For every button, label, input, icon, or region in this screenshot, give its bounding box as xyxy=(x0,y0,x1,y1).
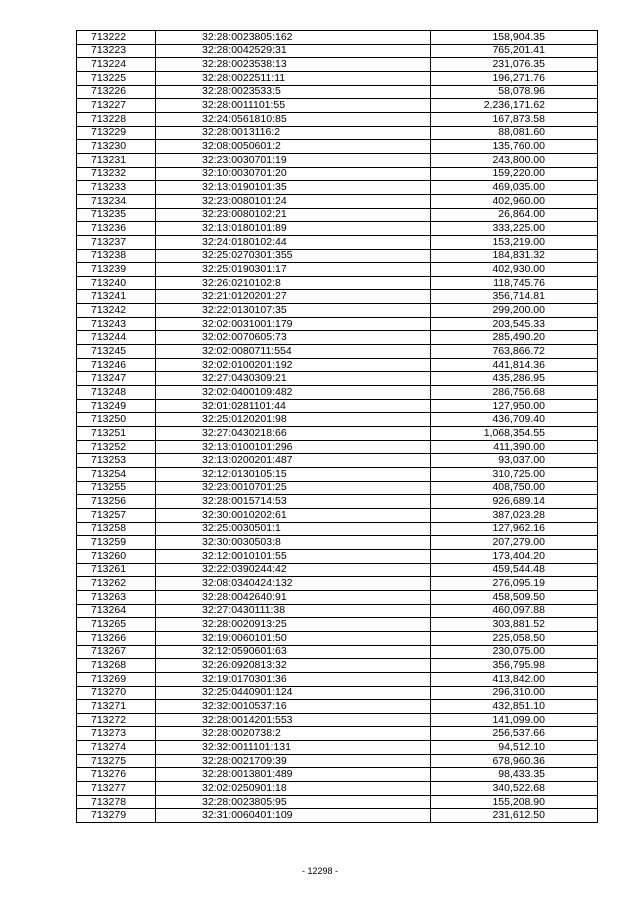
cadastral-value-cell: 333,225.00 xyxy=(431,222,598,236)
row-number-cell: 713240 xyxy=(77,276,156,290)
row-number-cell: 713252 xyxy=(77,440,156,454)
table-row xyxy=(77,372,598,386)
cadastral-value-cell: 127,950.00 xyxy=(431,399,598,413)
cadastral-number-cell: 32:28:0042640:91 xyxy=(156,590,431,604)
table-row xyxy=(77,317,598,331)
table-row xyxy=(77,508,598,522)
cadastral-value-cell: 158,904.35 xyxy=(431,31,598,45)
row-number-cell: 713264 xyxy=(77,604,156,618)
row-number-cell: 713242 xyxy=(77,304,156,318)
cadastral-value-cell: 286,756.68 xyxy=(431,386,598,400)
cadastral-value-cell: 926,689.14 xyxy=(431,495,598,509)
cadastral-number-cell: 32:12:0590601:63 xyxy=(156,645,431,659)
row-number-cell: 713241 xyxy=(77,290,156,304)
cadastral-number-cell: 32:19:0060101:50 xyxy=(156,631,431,645)
table-row xyxy=(77,809,598,823)
cadastral-number-cell: 32:32:0010537:16 xyxy=(156,700,431,714)
cadastral-value-cell: 118,745.76 xyxy=(431,276,598,290)
row-number-cell: 713258 xyxy=(77,522,156,536)
cadastral-number-cell: 32:13:0100101:296 xyxy=(156,440,431,454)
table-row xyxy=(77,700,598,714)
cadastral-value-cell: 167,873.58 xyxy=(431,112,598,126)
cadastral-number-cell: 32:22:0130107:35 xyxy=(156,304,431,318)
table-row xyxy=(77,440,598,454)
row-number-cell: 713224 xyxy=(77,58,156,72)
row-number-cell: 713279 xyxy=(77,809,156,823)
cadastral-number-cell: 32:13:0190101:35 xyxy=(156,181,431,195)
cadastral-number-cell: 32:02:0070605:73 xyxy=(156,331,431,345)
cadastral-number-cell: 32:26:0210102:8 xyxy=(156,276,431,290)
row-number-cell: 713270 xyxy=(77,686,156,700)
table-row xyxy=(77,399,598,413)
row-number-cell: 713275 xyxy=(77,754,156,768)
table-row xyxy=(77,126,598,140)
row-number-cell: 713263 xyxy=(77,590,156,604)
row-number-cell: 713271 xyxy=(77,700,156,714)
row-number-cell: 713253 xyxy=(77,454,156,468)
cadastral-number-cell: 32:28:0023805:95 xyxy=(156,795,431,809)
cadastral-value-cell: 356,714.81 xyxy=(431,290,598,304)
table-row xyxy=(77,563,598,577)
cadastral-value-cell: 340,522.68 xyxy=(431,782,598,796)
row-number-cell: 713239 xyxy=(77,263,156,277)
cadastral-value-cell: 459,544.48 xyxy=(431,563,598,577)
table-row xyxy=(77,249,598,263)
cadastral-value-cell: 141,099.00 xyxy=(431,713,598,727)
cadastral-number-cell: 32:19:0170301:36 xyxy=(156,672,431,686)
cadastral-number-cell: 32:10:0030701:20 xyxy=(156,167,431,181)
row-number-cell: 713257 xyxy=(77,508,156,522)
cadastral-value-cell: 441,814.36 xyxy=(431,358,598,372)
row-number-cell: 713231 xyxy=(77,153,156,167)
row-number-cell: 713249 xyxy=(77,399,156,413)
cadastral-number-cell: 32:08:0050601:2 xyxy=(156,140,431,154)
cadastral-value-cell: 184,831.32 xyxy=(431,249,598,263)
cadastral-number-cell: 32:28:0014201:553 xyxy=(156,713,431,727)
row-number-cell: 713244 xyxy=(77,331,156,345)
cadastral-number-cell: 32:22:0390244:42 xyxy=(156,563,431,577)
cadastral-value-cell: 196,271.76 xyxy=(431,71,598,85)
page-number: - 12298 - xyxy=(301,866,339,876)
row-number-cell: 713236 xyxy=(77,222,156,236)
table-row xyxy=(77,208,598,222)
table-row xyxy=(77,358,598,372)
table-row xyxy=(77,536,598,550)
cadastral-number-cell: 32:27:0430111:38 xyxy=(156,604,431,618)
table-row xyxy=(77,290,598,304)
cadastral-value-cell: 469,035.00 xyxy=(431,181,598,195)
row-number-cell: 713235 xyxy=(77,208,156,222)
table-row xyxy=(77,235,598,249)
row-number-cell: 713254 xyxy=(77,468,156,482)
cadastral-number-cell: 32:32:0011101:131 xyxy=(156,741,431,755)
table-row xyxy=(77,577,598,591)
cadastral-value-cell: 231,612.50 xyxy=(431,809,598,823)
cadastral-value-table xyxy=(76,30,598,823)
row-number-cell: 713247 xyxy=(77,372,156,386)
table-row xyxy=(77,754,598,768)
table-row xyxy=(77,386,598,400)
row-number-cell: 713234 xyxy=(77,194,156,208)
cadastral-number-cell: 32:28:0013801:489 xyxy=(156,768,431,782)
table-row xyxy=(77,304,598,318)
cadastral-value-cell: 230,075.00 xyxy=(431,645,598,659)
cadastral-value-cell: 763,866.72 xyxy=(431,345,598,359)
cadastral-value-cell: 356,795.98 xyxy=(431,659,598,673)
row-number-cell: 713223 xyxy=(77,44,156,58)
table-row xyxy=(77,140,598,154)
cadastral-number-cell: 32:28:0020913:25 xyxy=(156,618,431,632)
table-row xyxy=(77,713,598,727)
cadastral-number-cell: 32:24:0180102:44 xyxy=(156,235,431,249)
cadastral-value-cell: 411,390.00 xyxy=(431,440,598,454)
row-number-cell: 713248 xyxy=(77,386,156,400)
cadastral-number-cell: 32:25:0120201:98 xyxy=(156,413,431,427)
table-row xyxy=(77,181,598,195)
cadastral-number-cell: 32:24:0561810:85 xyxy=(156,112,431,126)
cadastral-value-cell: 153,219.00 xyxy=(431,235,598,249)
cadastral-value-cell: 127,962.16 xyxy=(431,522,598,536)
cadastral-value-cell: 2,236,171.62 xyxy=(431,99,598,113)
cadastral-number-cell: 32:25:0440901:124 xyxy=(156,686,431,700)
cadastral-number-cell: 32:08:0340424:132 xyxy=(156,577,431,591)
cadastral-number-cell: 32:23:0010701:25 xyxy=(156,481,431,495)
cadastral-value-cell: 765,201.41 xyxy=(431,44,598,58)
table-row xyxy=(77,44,598,58)
cadastral-value-cell: 402,960.00 xyxy=(431,194,598,208)
cadastral-value-cell: 98,433.35 xyxy=(431,768,598,782)
row-number-cell: 713260 xyxy=(77,549,156,563)
cadastral-value-cell: 413,842.00 xyxy=(431,672,598,686)
cadastral-number-cell: 32:28:0023533:5 xyxy=(156,85,431,99)
table-row xyxy=(77,659,598,673)
cadastral-number-cell: 32:12:0010101:55 xyxy=(156,549,431,563)
cadastral-number-cell: 32:26:0920813:32 xyxy=(156,659,431,673)
table-row xyxy=(77,782,598,796)
cadastral-value-cell: 435,286.95 xyxy=(431,372,598,386)
cadastral-value-cell: 231,076.35 xyxy=(431,58,598,72)
cadastral-value-cell: 310,725.00 xyxy=(431,468,598,482)
cadastral-value-cell: 207,279.00 xyxy=(431,536,598,550)
table-row xyxy=(77,468,598,482)
cadastral-number-cell: 32:02:0400109:482 xyxy=(156,386,431,400)
cadastral-value-cell: 432,851.10 xyxy=(431,700,598,714)
cadastral-value-cell: 458,509.50 xyxy=(431,590,598,604)
cadastral-number-cell: 32:28:0021709:39 xyxy=(156,754,431,768)
cadastral-number-cell: 32:28:0023805:162 xyxy=(156,31,431,45)
table-row xyxy=(77,618,598,632)
cadastral-value-cell: 285,490.20 xyxy=(431,331,598,345)
row-number-cell: 713238 xyxy=(77,249,156,263)
cadastral-value-cell: 94,512.10 xyxy=(431,741,598,755)
table-row xyxy=(77,413,598,427)
cadastral-number-cell: 32:13:0180101:89 xyxy=(156,222,431,236)
cadastral-value-cell: 93,037.00 xyxy=(431,454,598,468)
table-row xyxy=(77,99,598,113)
table-row xyxy=(77,481,598,495)
cadastral-value-cell: 303,881.52 xyxy=(431,618,598,632)
table-body xyxy=(77,31,598,823)
row-number-cell: 713245 xyxy=(77,345,156,359)
row-number-cell: 713267 xyxy=(77,645,156,659)
cadastral-number-cell: 32:21:0120201:27 xyxy=(156,290,431,304)
table-row xyxy=(77,194,598,208)
row-number-cell: 713278 xyxy=(77,795,156,809)
table-row xyxy=(77,727,598,741)
cadastral-value-cell: 387,023.28 xyxy=(431,508,598,522)
cadastral-number-cell: 32:01:0281101:44 xyxy=(156,399,431,413)
table-row xyxy=(77,263,598,277)
cadastral-number-cell: 32:23:0080101:24 xyxy=(156,194,431,208)
row-number-cell: 713268 xyxy=(77,659,156,673)
cadastral-number-cell: 32:28:0022511:11 xyxy=(156,71,431,85)
cadastral-value-cell: 402,930.00 xyxy=(431,263,598,277)
table-row xyxy=(77,604,598,618)
row-number-cell: 713229 xyxy=(77,126,156,140)
row-number-cell: 713269 xyxy=(77,672,156,686)
cadastral-number-cell: 32:25:0030501:1 xyxy=(156,522,431,536)
cadastral-number-cell: 32:30:0030503:8 xyxy=(156,536,431,550)
cadastral-number-cell: 32:30:0010202:61 xyxy=(156,508,431,522)
cadastral-value-cell: 203,545.33 xyxy=(431,317,598,331)
table-row xyxy=(77,522,598,536)
cadastral-number-cell: 32:28:0020738:2 xyxy=(156,727,431,741)
cadastral-value-cell: 299,200.00 xyxy=(431,304,598,318)
row-number-cell: 713250 xyxy=(77,413,156,427)
table-row xyxy=(77,58,598,72)
table-row xyxy=(77,167,598,181)
cadastral-value-cell: 408,750.00 xyxy=(431,481,598,495)
cadastral-value-cell: 678,960.36 xyxy=(431,754,598,768)
row-number-cell: 713230 xyxy=(77,140,156,154)
cadastral-value-cell: 256,537.66 xyxy=(431,727,598,741)
row-number-cell: 713266 xyxy=(77,631,156,645)
cadastral-number-cell: 32:27:0430309:21 xyxy=(156,372,431,386)
table-row xyxy=(77,71,598,85)
cadastral-value-cell: 243,800.00 xyxy=(431,153,598,167)
cadastral-number-cell: 32:23:0030701:19 xyxy=(156,153,431,167)
cadastral-value-cell: 58,078.96 xyxy=(431,85,598,99)
cadastral-number-cell: 32:28:0042529:31 xyxy=(156,44,431,58)
row-number-cell: 713273 xyxy=(77,727,156,741)
cadastral-value-cell: 26,864.00 xyxy=(431,208,598,222)
table-row xyxy=(77,741,598,755)
row-number-cell: 713265 xyxy=(77,618,156,632)
row-number-cell: 713232 xyxy=(77,167,156,181)
cadastral-value-cell: 155,208.90 xyxy=(431,795,598,809)
row-number-cell: 713222 xyxy=(77,31,156,45)
cadastral-value-cell: 276,095.19 xyxy=(431,577,598,591)
row-number-cell: 713243 xyxy=(77,317,156,331)
table-row xyxy=(77,672,598,686)
row-number-cell: 713256 xyxy=(77,495,156,509)
table-row xyxy=(77,686,598,700)
table-row xyxy=(77,276,598,290)
cadastral-value-cell: 225,058.50 xyxy=(431,631,598,645)
cadastral-number-cell: 32:02:0100201:192 xyxy=(156,358,431,372)
table-row xyxy=(77,153,598,167)
row-number-cell: 713246 xyxy=(77,358,156,372)
table-row xyxy=(77,454,598,468)
cadastral-number-cell: 32:28:0011101:55 xyxy=(156,99,431,113)
row-number-cell: 713276 xyxy=(77,768,156,782)
row-number-cell: 713255 xyxy=(77,481,156,495)
row-number-cell: 713226 xyxy=(77,85,156,99)
cadastral-number-cell: 32:02:0080711:554 xyxy=(156,345,431,359)
row-number-cell: 713251 xyxy=(77,427,156,441)
table-row xyxy=(77,427,598,441)
cadastral-value-cell: 1,068,354.55 xyxy=(431,427,598,441)
cadastral-value-cell: 135,760.00 xyxy=(431,140,598,154)
cadastral-value-cell: 296,310.00 xyxy=(431,686,598,700)
row-number-cell: 713259 xyxy=(77,536,156,550)
row-number-cell: 713277 xyxy=(77,782,156,796)
table-row xyxy=(77,795,598,809)
cadastral-number-cell: 32:28:0013116:2 xyxy=(156,126,431,140)
table-row xyxy=(77,85,598,99)
table-row xyxy=(77,590,598,604)
cadastral-number-cell: 32:25:0190301:17 xyxy=(156,263,431,277)
table-row xyxy=(77,631,598,645)
cadastral-value-cell: 88,081.60 xyxy=(431,126,598,140)
cadastral-number-cell: 32:28:0015714:53 xyxy=(156,495,431,509)
table-row xyxy=(77,645,598,659)
cadastral-number-cell: 32:12:0130105:15 xyxy=(156,468,431,482)
cadastral-number-cell: 32:27:0430218:66 xyxy=(156,427,431,441)
cadastral-value-cell: 436,709.40 xyxy=(431,413,598,427)
cadastral-number-cell: 32:28:0023538:13 xyxy=(156,58,431,72)
row-number-cell: 713233 xyxy=(77,181,156,195)
cadastral-value-cell: 173,404.20 xyxy=(431,549,598,563)
row-number-cell: 713261 xyxy=(77,563,156,577)
table-row xyxy=(77,768,598,782)
cadastral-number-cell: 32:02:0031001:179 xyxy=(156,317,431,331)
cadastral-number-cell: 32:13:0200201:487 xyxy=(156,454,431,468)
row-number-cell: 713225 xyxy=(77,71,156,85)
table-row xyxy=(77,345,598,359)
table-row xyxy=(77,495,598,509)
cadastral-number-cell: 32:23:0080102:21 xyxy=(156,208,431,222)
cadastral-value-cell: 159,220.00 xyxy=(431,167,598,181)
row-number-cell: 713227 xyxy=(77,99,156,113)
cadastral-number-cell: 32:31:0060401:109 xyxy=(156,809,431,823)
row-number-cell: 713262 xyxy=(77,577,156,591)
row-number-cell: 713274 xyxy=(77,741,156,755)
row-number-cell: 713237 xyxy=(77,235,156,249)
table-row xyxy=(77,222,598,236)
cadastral-value-cell: 460,097.88 xyxy=(431,604,598,618)
table-row xyxy=(77,331,598,345)
row-number-cell: 713228 xyxy=(77,112,156,126)
cadastral-number-cell: 32:02:0250901:18 xyxy=(156,782,431,796)
table-row xyxy=(77,112,598,126)
cadastral-number-cell: 32:25:0270301:355 xyxy=(156,249,431,263)
table-row xyxy=(77,31,598,45)
table-row xyxy=(77,549,598,563)
row-number-cell: 713272 xyxy=(77,713,156,727)
